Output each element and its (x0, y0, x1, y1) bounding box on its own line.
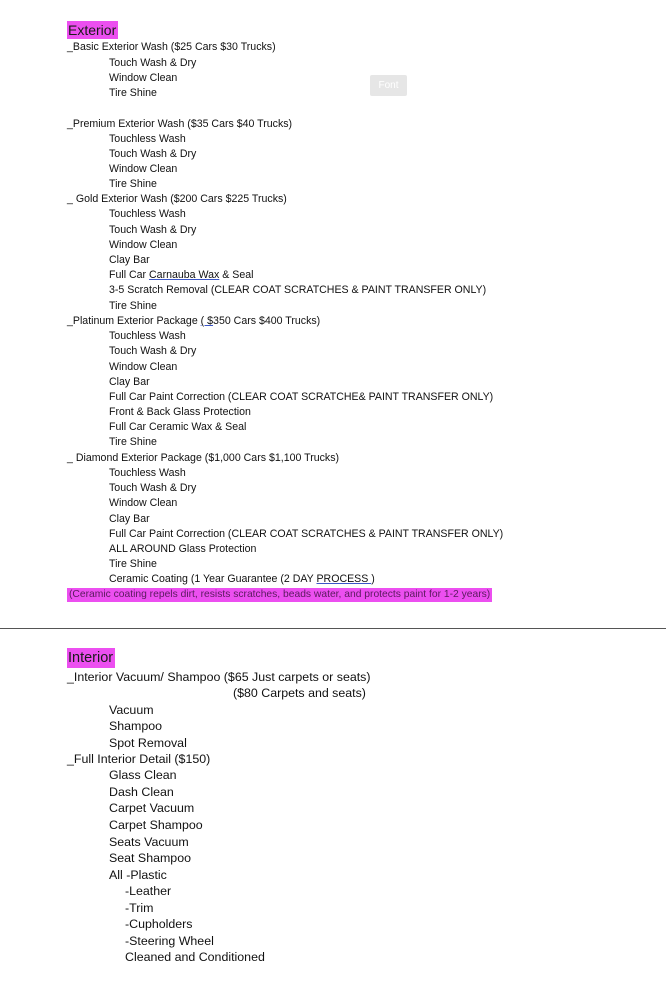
list-item: Front & Back Glass Protection (109, 406, 251, 418)
list-item: Window Clean (109, 239, 178, 251)
list-item: Tire Shine (109, 436, 157, 448)
list-item: All -Plastic (109, 868, 167, 882)
ceramic-prefix: Ceramic Coating (1 Year Guarantee (2 DAY (109, 573, 317, 585)
list-item: Tire Shine (109, 300, 157, 312)
wax-prefix: Full Car (109, 269, 150, 281)
font-button[interactable]: Font (370, 75, 407, 96)
list-item: Seats Vacuum (109, 835, 189, 849)
list-item: Touch Wash & Dry (109, 148, 197, 160)
list-item: Window Clean (109, 72, 178, 84)
list-item: Shampoo (109, 719, 163, 733)
list-item: Spot Removal (109, 736, 187, 750)
list-item: Tire Shine (109, 87, 157, 99)
platinum-suffix: 350 Cars $400 Trucks) (213, 315, 321, 327)
list-item: Vacuum (109, 703, 154, 717)
list-item: -Leather (125, 884, 172, 898)
list-item: ALL AROUND Glass Protection (109, 543, 257, 555)
list-item (109, 573, 375, 586)
vacuum-shampoo-title: _Interior Vacuum/ Shampoo ($65 Just carpets or seats) (67, 670, 371, 684)
basic-wash-title: _Basic Exterior Wash ($25 Cars $30 Trucks) (67, 41, 276, 53)
gold-wash-title: _ Gold Exterior Wash ($200 Cars $225 Trucks) (67, 193, 287, 205)
spellcheck-carnauba-wax[interactable]: Carnauba Wax (149, 269, 220, 281)
list-item: Full Car Paint Correction (CLEAR COAT SCRATCHE& PAINT TRANSFER ONLY) (109, 391, 494, 403)
platinum-prefix: _Platinum Exterior Package (67, 315, 201, 327)
list-item: Clay Bar (109, 513, 150, 525)
list-item: Dash Clean (109, 785, 174, 799)
spellcheck-paren[interactable]: ( $ (200, 315, 214, 327)
list-item: -Steering Wheel (125, 934, 214, 948)
list-item: Touch Wash & Dry (109, 224, 197, 236)
list-item: Tire Shine (109, 178, 157, 190)
full-interior-title: _Full Interior Detail ($150) (67, 752, 211, 766)
list-item: Touchless Wash (109, 208, 186, 220)
list-item: Glass Clean (109, 768, 177, 782)
spellcheck-process[interactable]: PROCESS (316, 573, 372, 585)
list-item: 3-5 Scratch Removal (CLEAR COAT SCRATCHES & PAINT TRANSFER ONLY) (109, 284, 487, 296)
list-item: -Trim (125, 901, 154, 915)
list-item: -Cupholders (125, 917, 193, 931)
ceramic-note: (Ceramic coating repels dirt, resists scratches, beads water, and protects paint for 1-2 years) (69, 589, 491, 600)
list-item: Window Clean (109, 163, 178, 175)
platinum-package-title (67, 315, 320, 328)
list-item (109, 269, 253, 282)
list-item: Window Clean (109, 497, 178, 509)
vacuum-shampoo-price-alt: ($80 Carpets and seats) (233, 686, 366, 700)
list-item: Touchless Wash (109, 467, 186, 479)
list-item: Clay Bar (109, 254, 150, 266)
list-item: Touch Wash & Dry (109, 345, 197, 357)
list-item: Window Clean (109, 361, 178, 373)
list-item: Touch Wash & Dry (109, 482, 197, 494)
interior-heading: Interior (68, 650, 114, 666)
list-item: Seat Shampoo (109, 851, 191, 865)
diamond-package-title: _ Diamond Exterior Package ($1,000 Cars $1,100 Trucks) (67, 452, 340, 464)
list-item: Cleaned and Conditioned (125, 950, 265, 964)
list-item: Carpet Vacuum (109, 801, 195, 815)
list-item: Clay Bar (109, 376, 150, 388)
list-item: Touchless Wash (109, 133, 186, 145)
ceramic-suffix: ) (371, 573, 375, 585)
list-item: Touchless Wash (109, 330, 186, 342)
list-item: Full Car Paint Correction (CLEAR COAT SCRATCHES & PAINT TRANSFER ONLY) (109, 528, 504, 540)
wax-suffix: & Seal (219, 269, 254, 281)
list-item: Carpet Shampoo (109, 818, 203, 832)
exterior-heading: Exterior (68, 22, 117, 38)
list-item: Touch Wash & Dry (109, 57, 197, 69)
premium-wash-title: _Premium Exterior Wash ($35 Cars $40 Trucks) (67, 118, 293, 130)
list-item: Full Car Ceramic Wax & Seal (109, 421, 247, 433)
list-item: Tire Shine (109, 558, 157, 570)
section-divider (0, 628, 666, 629)
